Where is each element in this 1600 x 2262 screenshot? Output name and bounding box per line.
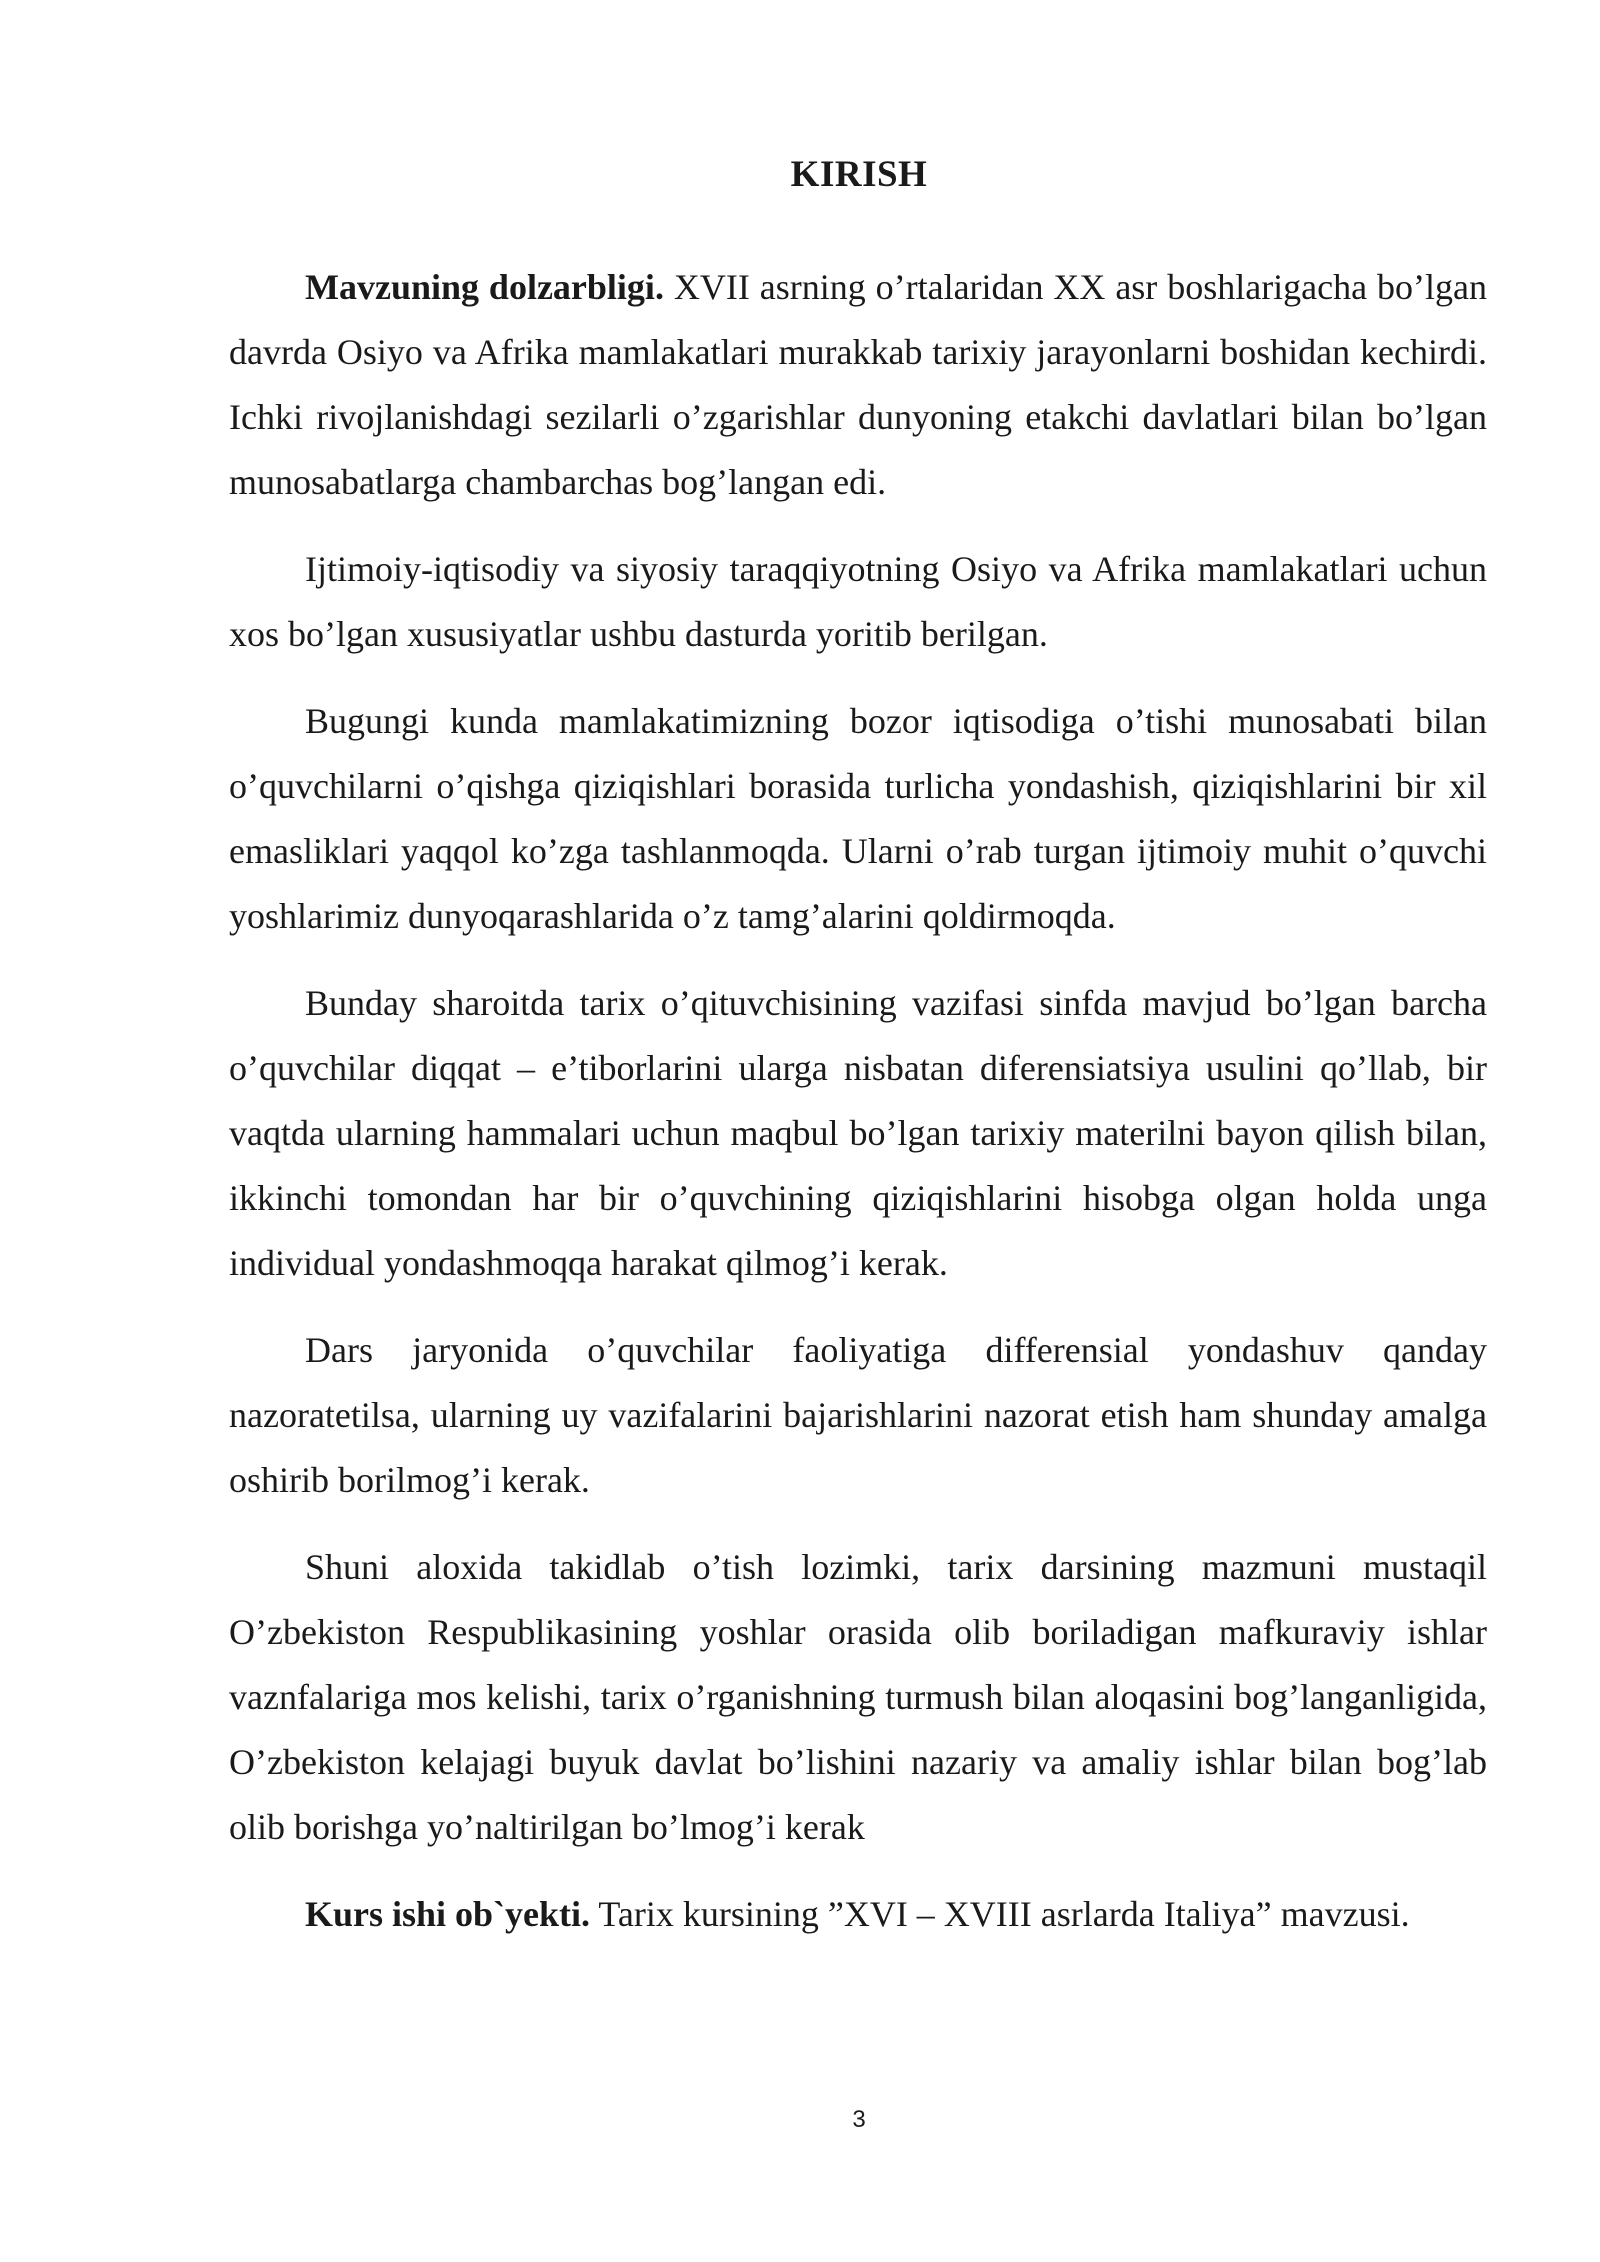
paragraph-text: Tarix kursining ”XVI – XVIII asrlarda Italiya” mavzusi.: [590, 1894, 1410, 1934]
paragraph: [229, 689, 1487, 949]
paragraph-text: XVII asrning o’rtalaridan XX asr boshlarigacha bo’lgan davrda Osiyo va Afrika mamlakatlari murakkab tarixiy jarayonlarni boshidan kechirdi. Ichki rivojlanishdagi sezilarli o’zgarishlar dunyoning etakchi davlatlari bilan bo’lgan munosabatlarga chambarchas bog’langan edi.: [229, 267, 1487, 502]
paragraph: [229, 971, 1487, 1296]
paragraph-text: Shuni aloxida takidlab o’tish lozimki, tarix darsining mazmuni mustaqil O’zbekiston Respublikasining yoshlar orasida olib boriladigan mafkuraviy ishlar vaznfalariga mos kelishi, tarix o’rganishning turmush bilan aloqasini bog’langanligida, O’zbekiston kelajagi buyuk davlat bo’lishini nazariy va amaliy ishlar bilan bog’lab olib borishga yo’naltirilgan bo’lmog’i kerak: [229, 1547, 1487, 1847]
page-title: KIRISH: [790, 154, 928, 195]
paragraph-text: Bugungi kunda mamlakatimizning bozor iqtisodiga o’tishi munosabati bilan o’quvchilarni o’qishga qiziqishlari borasida turlicha yondashish, qiziqishlarini bir xil emasliklari yaqqol ko’zga tashlanmoqda. Ularni o’rab turgan ijtimoiy muhit o’quvchi yoshlarimiz dunyoqarashlarida o’z tamg’alarini qoldirmoqda.: [229, 701, 1487, 936]
paragraph: [229, 1535, 1487, 1860]
body-text: [229, 255, 1487, 1969]
paragraph-lead: Mavzuning dolzarbligi.: [305, 267, 664, 307]
page-number: 3: [852, 2106, 866, 2133]
paragraph-course-object: [229, 1882, 1487, 1947]
paragraph: [229, 537, 1487, 667]
paragraph-relevance: [229, 255, 1487, 515]
paragraph-lead: Kurs ishi ob`yekti.: [305, 1894, 591, 1934]
paragraph-text: Ijtimoiy-iqtisodiy va siyosiy taraqqiyotning Osiyo va Afrika mamlakatlari uchun xos bo’lgan xususiyatlar ushbu dasturda yoritib berilgan.: [229, 549, 1487, 654]
paragraph-text: Dars jaryonida o’quvchilar faoliyatiga differensial yondashuv qanday nazoratetilsa, ularning uy vazifalarini bajarishlarini nazorat etish ham shunday amalga oshirib borilmog’i kerak.: [229, 1330, 1487, 1500]
paragraph: [229, 1318, 1487, 1513]
paragraph-text: Bunday sharoitda tarix o’qituvchisining vazifasi sinfda mavjud bo’lgan barcha o’quvchilar diqqat – e’tiborlarini ularga nisbatan diferensiatsiya usulini qo’llab, bir vaqtda ularning hammalari uchun maqbul bo’lgan tarixiy materilni bayon qilish bilan, ikkinchi tomondan har bir o’quvchining qiziqishlarini hisobga olgan holda unga individual yondashmoqqa harakat qilmog’i kerak.: [229, 983, 1487, 1283]
